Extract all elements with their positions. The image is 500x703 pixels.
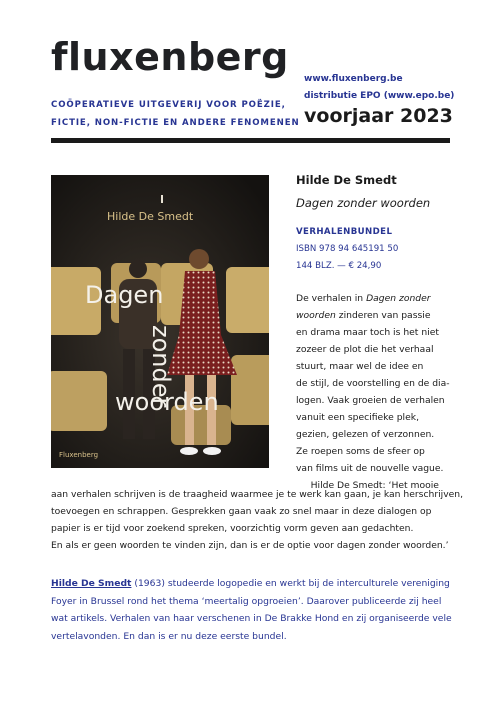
blurb-line: aan verhalen schrijven is de traagheid waarmee je te werk kan gaan, je kan herschrijven, (51, 489, 464, 500)
cover-author: Hilde De Smedt (107, 210, 194, 223)
book-title: Dagen zonder woorden (296, 196, 431, 210)
blurb-full-width (51, 486, 464, 554)
book-cover-image (51, 175, 269, 468)
blurb-line: papier is er tijd voor zoekend spreken, voorzichtig vorm geven aan gedachten. (51, 523, 414, 534)
bio-line: wat artikels. Verhalen van haar verschenen in De Brakke Hond en zij organiseerde vele (51, 613, 452, 624)
blurb-column (296, 290, 454, 494)
book-genre: VERHALENBUNDEL (296, 227, 393, 237)
cover-publisher: Fluxenberg (59, 451, 99, 459)
header-divider (51, 138, 450, 143)
blurb-line: zozeer de plot die het verhaal (296, 344, 434, 355)
author-bio (51, 575, 456, 645)
book-metadata (296, 224, 398, 275)
tagline-line-1: COÖPERATIEVE UITGEVERIJ VOOR POËZIE, (51, 100, 286, 110)
blurb-line: en drama maar toch is het niet (296, 327, 439, 338)
book-isbn: ISBN 978 94 645191 50 (296, 244, 399, 254)
cover-title-line-3: woorden (115, 388, 219, 416)
blurb-line: stuurt, maar wel de idee en (296, 361, 424, 372)
book-pages-price: 144 BLZ. — € 24,90 (296, 261, 382, 271)
cover-title-line-2: zonder (147, 325, 175, 408)
blurb-line: De verhalen in Dagen zonder (296, 293, 431, 304)
blurb-line: toevoegen en schrappen. Gesprekken gaan vaak zo snel maar in deze dialogen op (51, 506, 432, 517)
distribution-info: distributie EPO (www.epo.be) (304, 91, 455, 101)
bio-line: vertelavonden. En dan is er nu deze eerste bundel. (51, 630, 287, 642)
book-author: Hilde De Smedt (296, 173, 397, 187)
website-link[interactable]: www.fluxenberg.be (304, 74, 403, 84)
contact-info (304, 71, 454, 105)
blurb-line: gezien, gelezen of verzonnen. (296, 429, 435, 440)
blurb-line: Hilde De Smedt: ‘Het mooie (296, 480, 439, 491)
blurb-line: logen. Vaak groeien de verhalen (296, 395, 445, 406)
tagline-line-2: FICTIE, NON-FICTIE EN ANDERE FENOMENEN (51, 118, 300, 128)
blurb-line: Ze roepen soms de sfeer op (296, 446, 425, 457)
bio-line: Foyer in Brussel rond het thema ‘meertalig opgroeien’. Daarover publiceerde zij heel (51, 595, 442, 607)
blurb-line: woorden zinderen van passie (296, 310, 431, 321)
bio-author-name: Hilde De Smedt (51, 578, 132, 589)
blurb-line: En als er geen woorden te vinden zijn, dan is er de optie voor dagen zonder woorden.’ (51, 540, 449, 551)
blurb-line: vanuit een specifieke plek, (296, 412, 419, 423)
blurb-line: van films uit de nouvelle vague. (296, 463, 444, 474)
blurb-line: de stijl, de voorstelling en de dia- (296, 378, 450, 389)
season-label: voorjaar 2023 (304, 105, 453, 127)
publisher-tagline (51, 96, 301, 132)
bio-line: Hilde De Smedt (1963) studeerde logopedie en werkt bij de interculturele vereniging (51, 578, 450, 589)
cover-title-line-1: Dagen (85, 281, 164, 309)
publisher-logo: fluxenberg (51, 35, 289, 79)
